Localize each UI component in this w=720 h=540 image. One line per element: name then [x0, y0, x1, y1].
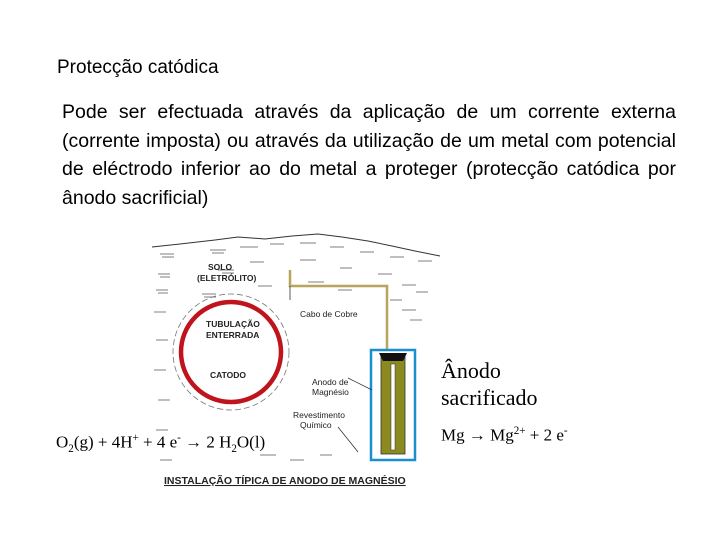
soil-label: SOLO [208, 262, 233, 272]
slide-title: Protecção catódica [57, 57, 219, 78]
pipe-label: TUBULAÇÃO [206, 319, 260, 329]
cathode-label: CATODO [210, 370, 247, 380]
diagram-caption: INSTALAÇÃO TÍPICA DE ANODO DE MAGNÉSIO [164, 475, 406, 487]
pipe-label-buried: ENTERRADA [206, 330, 260, 340]
anode-reaction-equation: $Mg \to Mg^{2+} + 2$ e- [441, 425, 568, 445]
cable-label: Cabo de Cobre [300, 309, 358, 319]
magnesium-anode-label: Anodo de [312, 377, 349, 387]
anodo-line-1: Ânodo [441, 358, 501, 383]
buried-pipe [181, 302, 281, 402]
magnesium-anode-label-2: Magnésio [312, 387, 349, 397]
soil-surface-line [152, 234, 440, 256]
anode-installation-diagram [140, 230, 450, 495]
coating-label: Revestimento [293, 410, 345, 420]
coating-label-pointer [338, 427, 358, 452]
sacrificial-anode-label [441, 357, 538, 411]
anodo-line-2: sacrificado [441, 385, 538, 410]
anode-cap [379, 353, 407, 361]
coating-label-2: Químico [300, 420, 332, 430]
anode-label-pointer [348, 378, 372, 390]
soil-label-electrolyte: (ELETRÓLITO) [197, 273, 257, 283]
slide-paragraph: Pode ser efectuada através da aplicação de um corrente externa (corrente imposta) ou através da utilização de um metal com potencial de eléctrodo inferior ao do metal a proteger (protecção catódica por ânodo sacrificial) [62, 101, 676, 209]
anode-core [391, 364, 395, 450]
pipe-coating [173, 294, 289, 410]
cathode-reaction-equation: $O_2(g) + 4H^+ + 4$ e- → 2 $H_2O(l)$ [56, 432, 266, 456]
